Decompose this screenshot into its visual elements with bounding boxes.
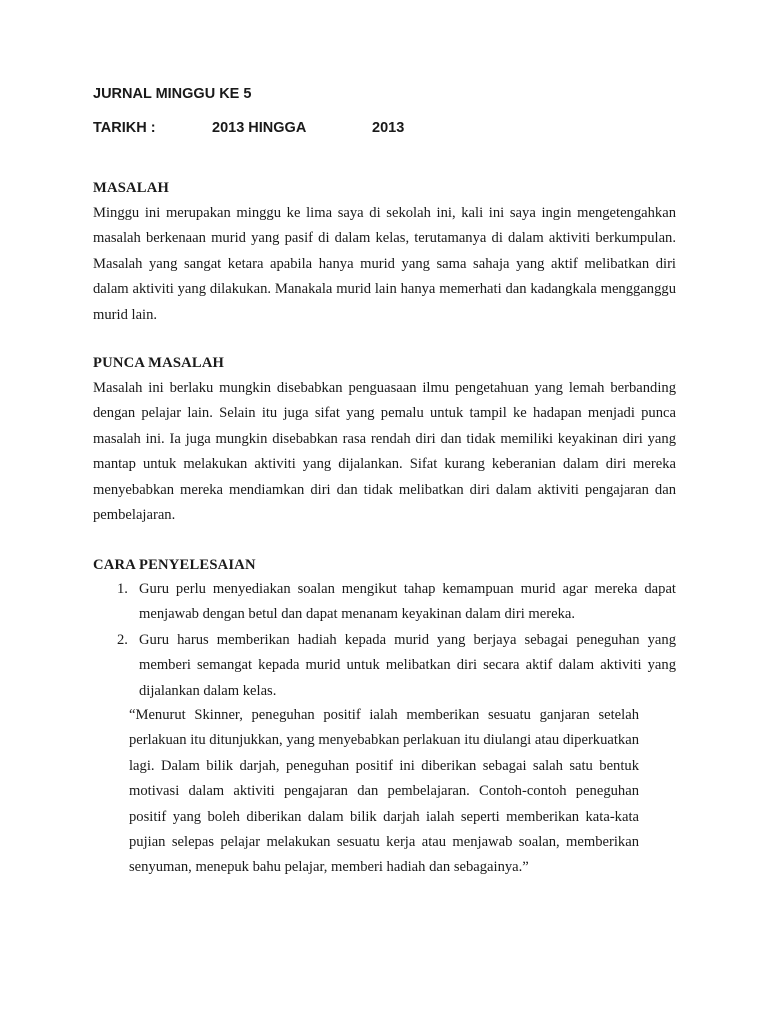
section-body-punca: Masalah ini berlaku mungkin disebabkan penguasaan ilmu pengetahuan yang lemah berbanding dengan pelajar lain. Selain itu juga sifat yang pemalu untuk tampil ke hadapan menjadi punca masalah ini. Ia juga mungkin disebabkan rasa rendah diri dan tidak memiliki keyakinan diri yang mantap untuk melakukan aktiviti yang dijalankan. Sifat kurang keberanian dalam diri mereka menyebabkan mereka mendiamkan diri dan tidak melibatkan diri dalam aktiviti pengajaran dan pembelajaran. [93,380,676,524]
journal-title: JURNAL MINGGU KE 5 [93,86,252,102]
section-heading-punca: PUNCA MASALAH [93,355,225,371]
list-item-number: 1. [117,581,128,597]
list-item-text: Guru harus memberikan hadiah kepada murid yang berjaya sebagai peneguhan yang memberi semangat kepada murid untuk melibatkan diri secara aktif dalam aktiviti yang dijalankan dalam kelas. [139,631,676,699]
skinner-quote: “Menurut Skinner, peneguhan positif ialah memberikan sesuatu ganjaran setelah perlakuan itu ditunjukkan, yang menyebabkan perlakuan itu diulangi atau diperkuatkan lagi. Dalam bilik darjah, peneguhan positif ini diberikan sebagai salah satu bentuk motivasi dalam aktiviti pengajaran dan pembelajaran. Contoh-contoh peneguhan positif yang boleh diberikan dalam bilik darjah ialah seperti memberikan kata-kata pujian selepas pelajar melakukan sesuatu kerja atau menjawab soalan, memberikan senyuman, menepuk bahu pelajar, memberi hadiah dan sebagainya.” [129,707,639,876]
solution-list [93,577,676,704]
list-item [93,628,676,704]
list-item-text: Guru perlu menyediakan soalan mengikut tahap kemampuan murid agar mereka dapat menjawab dengan betul dan dapat menanam keyakinan dalam diri mereka. [139,581,676,623]
date-end: 2013 [372,120,405,136]
section-body-masalah: Minggu ini merupakan minggu ke lima saya di sekolah ini, kali ini saya ingin mengetengahkan masalah berkenaan murid yang pasif di dalam kelas, terutamanya di dalam aktiviti berkumpulan. Masalah yang sangat ketara apabila hanya murid yang sama sahaja yang aktif melibatkan diri dalam aktiviti yang dilakukan. Manakala murid lain hanya memerhati dan kadangkala mengganggu murid lain. [93,205,676,323]
section-heading-cara: CARA PENYELESAIAN [93,557,256,573]
list-item [93,577,676,628]
date-start: 2013 HINGGA [212,120,307,136]
date-label: TARIKH : [93,120,156,136]
date-line [93,120,404,136]
list-item-number: 2. [117,631,128,648]
section-heading-masalah: MASALAH [93,180,169,196]
